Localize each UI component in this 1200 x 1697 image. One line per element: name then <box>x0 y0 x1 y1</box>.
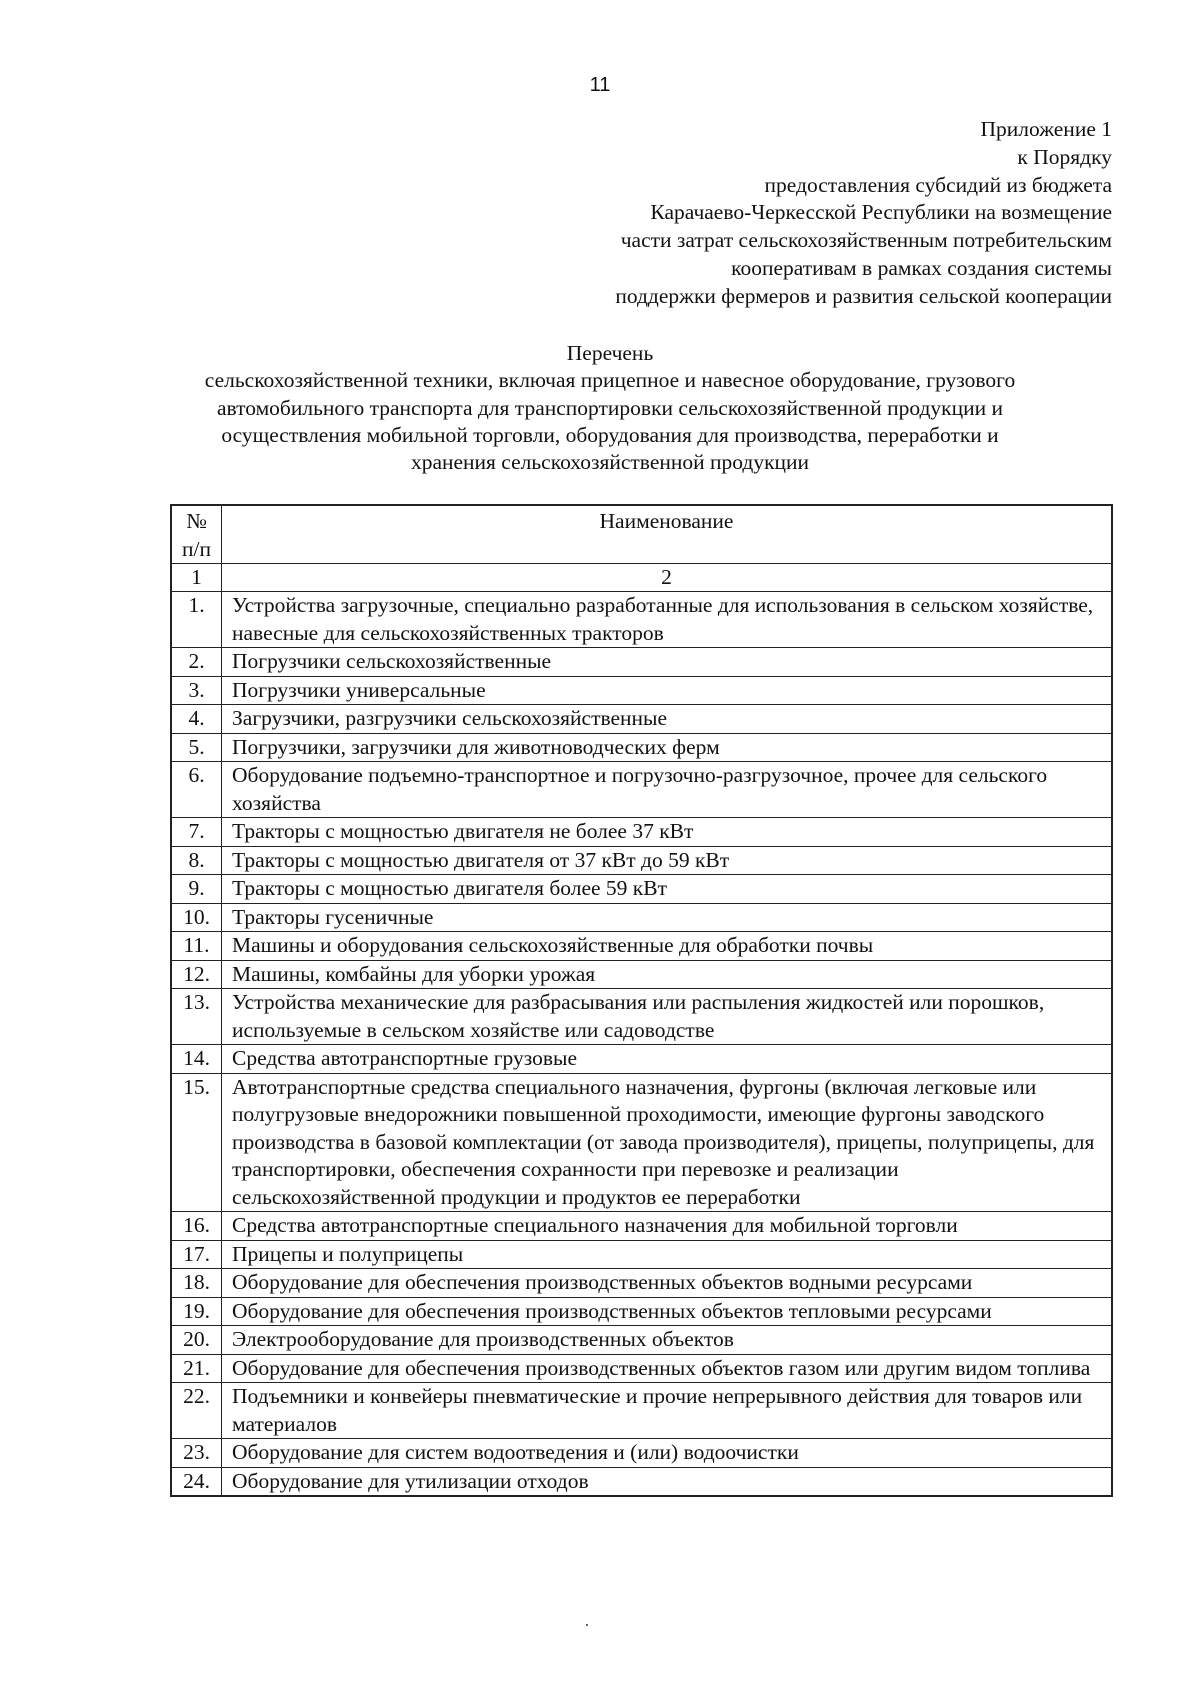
row-name: Оборудование для утилизации отходов <box>222 1467 1113 1496</box>
heading-line: сельскохозяйственной техники, включая прицепное и навесное оборудование, грузового <box>204 368 1016 393</box>
table-row <box>171 1326 1112 1355</box>
appendix-line: к Порядку <box>1017 144 1112 169</box>
table-row <box>171 1045 1112 1074</box>
row-number: 9. <box>171 875 222 904</box>
table-row <box>171 648 1112 677</box>
table-row <box>171 1439 1112 1468</box>
table-row <box>171 903 1112 932</box>
table-row <box>171 705 1112 734</box>
appendix-line: поддержки фермеров и развития сельской кооперации <box>615 283 1112 308</box>
table-row <box>171 875 1112 904</box>
row-name: Машины, комбайны для уборки урожая <box>222 960 1113 989</box>
row-number: 12. <box>171 960 222 989</box>
row-name: Устройства механические для разбрасывания или распыления жидкостей или порошков, используемые в сельском хозяйстве или садоводстве <box>222 989 1113 1045</box>
row-number: 17. <box>171 1240 222 1269</box>
row-number: 24. <box>171 1467 222 1496</box>
table-row <box>171 1073 1112 1212</box>
page-number: 11 <box>589 74 611 96</box>
table-row <box>171 733 1112 762</box>
heading-title: Перечень <box>566 341 654 365</box>
table-row <box>171 1467 1112 1496</box>
row-number: 6. <box>171 762 222 818</box>
heading-line: осуществления мобильной торговли, оборудования для производства, переработки и <box>221 422 999 447</box>
row-name: Тракторы с мощностью двигателя от 37 кВт до 59 кВт <box>222 846 1113 875</box>
row-name: Тракторы гусеничные <box>222 903 1113 932</box>
row-number: 1. <box>171 592 222 648</box>
row-name: Оборудование подъемно-транспортное и погрузочно-разгрузочное, прочее для сельского хозяйства <box>222 762 1113 818</box>
row-number: 15. <box>171 1073 222 1212</box>
heading-line: хранения сельскохозяйственной продукции <box>410 450 810 475</box>
table-row <box>171 1269 1112 1298</box>
row-name: Автотранспортные средства специального назначения, фургоны (включая легковые или полугрузовые внедорожники повышенной проходимости, имеющие фургоны заводского производства в базовой комплектации (от завода производителя), прицепы, полуприцепы, для транспортировки, обеспечения сохранности при перевозке и реализации сельскохозяйственной продукции и продуктов ее переработки <box>222 1073 1113 1212</box>
column-numbers-row <box>171 564 1112 592</box>
row-name: Тракторы с мощностью двигателя не более 37 кВт <box>222 818 1113 847</box>
table-row <box>171 1297 1112 1326</box>
document-heading <box>110 340 1110 476</box>
row-number: 8. <box>171 846 222 875</box>
row-number: 19. <box>171 1297 222 1326</box>
column-number-1: 1 <box>171 564 222 592</box>
row-name: Погрузчики, загрузчики для животноводческих ферм <box>222 733 1113 762</box>
row-number: 11. <box>171 932 222 961</box>
row-name: Подъемники и конвейеры пневматические и прочие непрерывного действия для товаров или материалов <box>222 1383 1113 1439</box>
row-number: 14. <box>171 1045 222 1074</box>
appendix-line: Приложение 1 <box>980 117 1112 141</box>
row-name: Погрузчики сельскохозяйственные <box>222 648 1113 677</box>
table-row <box>171 960 1112 989</box>
row-number: 16. <box>171 1212 222 1241</box>
table-row <box>171 932 1112 961</box>
row-number: 22. <box>171 1383 222 1439</box>
appendix-line: Карачаево-Черкесской Республики на возмещение <box>650 200 1112 225</box>
equipment-list-table <box>170 504 1113 1497</box>
row-name: Машины и оборудования сельскохозяйственные для обработки почвы <box>222 932 1113 961</box>
table-row <box>171 846 1112 875</box>
row-number: 7. <box>171 818 222 847</box>
row-number: 18. <box>171 1269 222 1298</box>
header-name-cell: Наименование <box>222 505 1113 564</box>
table-row <box>171 762 1112 818</box>
header-number-cell <box>171 505 222 564</box>
row-name: Оборудование для систем водоотведения и (или) водоочистки <box>222 1439 1113 1468</box>
row-name: Погрузчики универсальные <box>222 676 1113 705</box>
appendix-line: кооперативам в рамках создания системы <box>731 255 1112 280</box>
row-number: 21. <box>171 1354 222 1383</box>
row-name: Оборудование для обеспечения производственных объектов газом или другим видом топлива <box>222 1354 1113 1383</box>
row-number: 5. <box>171 733 222 762</box>
row-name: Загрузчики, разгрузчики сельскохозяйственные <box>222 705 1113 734</box>
scan-speck <box>586 1624 588 1626</box>
row-number: 4. <box>171 705 222 734</box>
table-row <box>171 1212 1112 1241</box>
table-row <box>171 592 1112 648</box>
header-number-symbol: № <box>186 509 207 533</box>
row-name: Устройства загрузочные, специально разработанные для использования в сельском хозяйстве, навесные для сельскохозяйственных тракторов <box>222 592 1113 648</box>
row-name: Прицепы и полуприцепы <box>222 1240 1113 1269</box>
table-row <box>171 989 1112 1045</box>
row-name: Средства автотранспортные грузовые <box>222 1045 1113 1074</box>
row-number: 20. <box>171 1326 222 1355</box>
column-number-2: 2 <box>222 564 1113 592</box>
header-number-abbrev: п/п <box>182 536 211 561</box>
table-row <box>171 1354 1112 1383</box>
row-name: Оборудование для обеспечения производственных объектов тепловыми ресурсами <box>222 1297 1113 1326</box>
row-number: 13. <box>171 989 222 1045</box>
row-name: Тракторы с мощностью двигателя более 59 кВт <box>222 875 1113 904</box>
row-name: Электрооборудование для производственных объектов <box>222 1326 1113 1355</box>
heading-line: автомобильного транспорта для транспортировки сельскохозяйственной продукции и <box>216 395 1004 420</box>
table-header-row <box>171 505 1112 564</box>
row-name: Оборудование для обеспечения производственных объектов водными ресурсами <box>222 1269 1113 1298</box>
row-number: 2. <box>171 648 222 677</box>
row-number: 3. <box>171 676 222 705</box>
appendix-line: предоставления субсидий из бюджета <box>764 172 1112 197</box>
row-number: 10. <box>171 903 222 932</box>
row-name: Средства автотранспортные специального назначения для мобильной торговли <box>222 1212 1113 1241</box>
table-row <box>171 818 1112 847</box>
table-row <box>171 676 1112 705</box>
table-row <box>171 1240 1112 1269</box>
table-row <box>171 1383 1112 1439</box>
appendix-reference <box>492 116 1112 311</box>
row-number: 23. <box>171 1439 222 1468</box>
appendix-line: части затрат сельскохозяйственным потребительским <box>620 228 1112 253</box>
